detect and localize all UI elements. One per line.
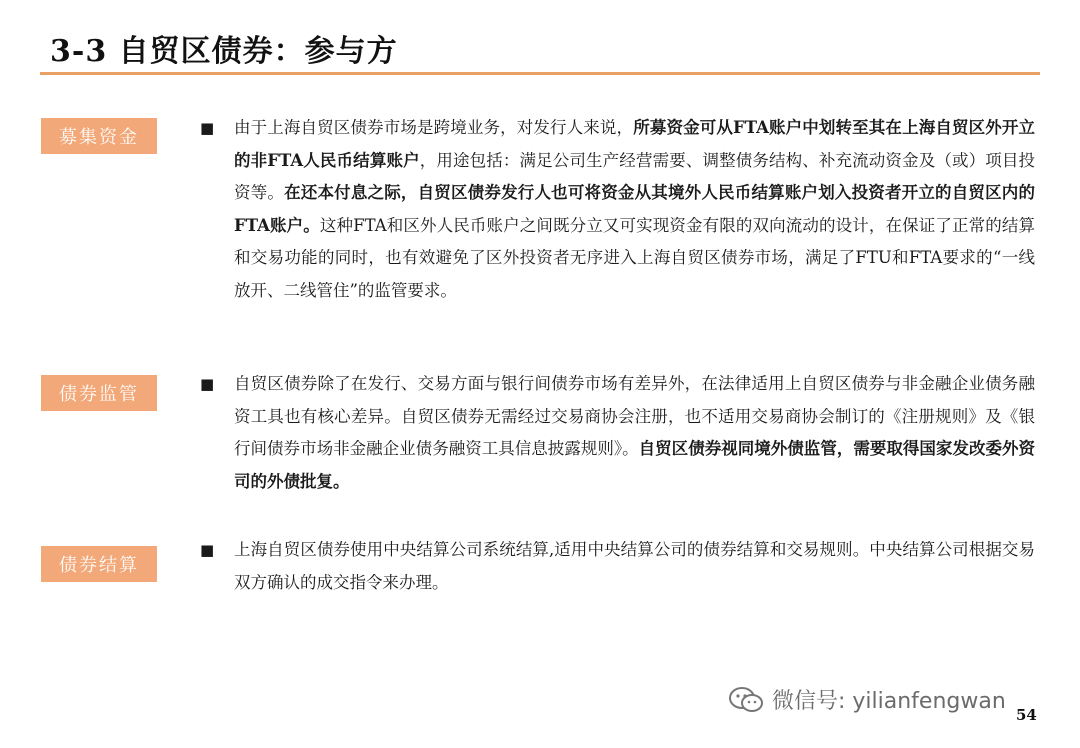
page-title: 3-3 自贸区债券：参与方 — [50, 34, 398, 69]
text-segment: ，用途包括：满足公司生产经营需要、调整债务结构、补充流动资金及（或）项目投资等。 — [234, 150, 1035, 202]
tag-bond-regulation: 债券监管 — [41, 375, 157, 411]
text-segment: 自贸区债券除了在发行、交易方面与银行间债券市场有差异外，在法律适用上自贸区债券与非金融企业债务融资工具也有核心差异。自贸区债券无需经过交易商协会注册，也不适用交易商协会制订的《注册规则》及《银行间债券市场非金融企业债务融资工具信息披露规则》。 — [234, 374, 1035, 458]
section-fundraising-paragraph — [200, 112, 1035, 307]
bold-text-segment: 在还本付息之际，自贸区债券发行人也可将资金从其境外人民币结算账户划入投资者开立的自贸区内的FTA账户。 — [234, 183, 1036, 235]
section-regulation-paragraph — [200, 368, 1035, 498]
text-segment: 这种FTA和区外人民币账户之间既分立又可实现资金有限的双向流动的设计，在保证了正常的结算和交易功能的同时，也有效避免了区外投资者无序进入上海自贸区债券市场，满足了FTU和FTA要求的“一线放开、二线管住”的监管要求。 — [234, 215, 1035, 300]
text-segment: 由于上海自贸区债券市场是跨境业务，对发行人来说， — [234, 118, 634, 137]
bullet-square-icon: ■ — [200, 375, 215, 393]
bold-text-segment: 所募资金可从FTA账户中划转至其在上海自贸区外开立的非FTA人民币结算账户 — [234, 118, 1035, 170]
tag-fundraising: 募集资金 — [41, 118, 157, 154]
page-number: 54 — [1016, 706, 1037, 724]
bullet-square-icon: ■ — [200, 541, 215, 559]
wechat-watermark — [728, 684, 1006, 715]
paragraph-text — [200, 112, 1035, 307]
paragraph-text — [200, 368, 1035, 498]
paragraph-text — [200, 534, 1035, 599]
wechat-icon — [728, 686, 764, 714]
section-settlement-paragraph — [200, 534, 1035, 599]
tag-bond-settlement: 债券结算 — [41, 546, 157, 582]
bullet-square-icon: ■ — [200, 119, 215, 137]
title-divider — [40, 72, 1040, 75]
text-segment: 上海自贸区债券使用中央结算公司系统结算,适用中央结算公司的债券结算和交易规则。中央结算公司根据交易双方确认的成交指令来办理。 — [234, 540, 1035, 592]
bold-text-segment: 自贸区债券视同境外债监管，需要取得国家发改委外资司的外债批复。 — [234, 439, 1035, 491]
watermark-text: 微信号: yilianfengwan — [772, 689, 1006, 714]
